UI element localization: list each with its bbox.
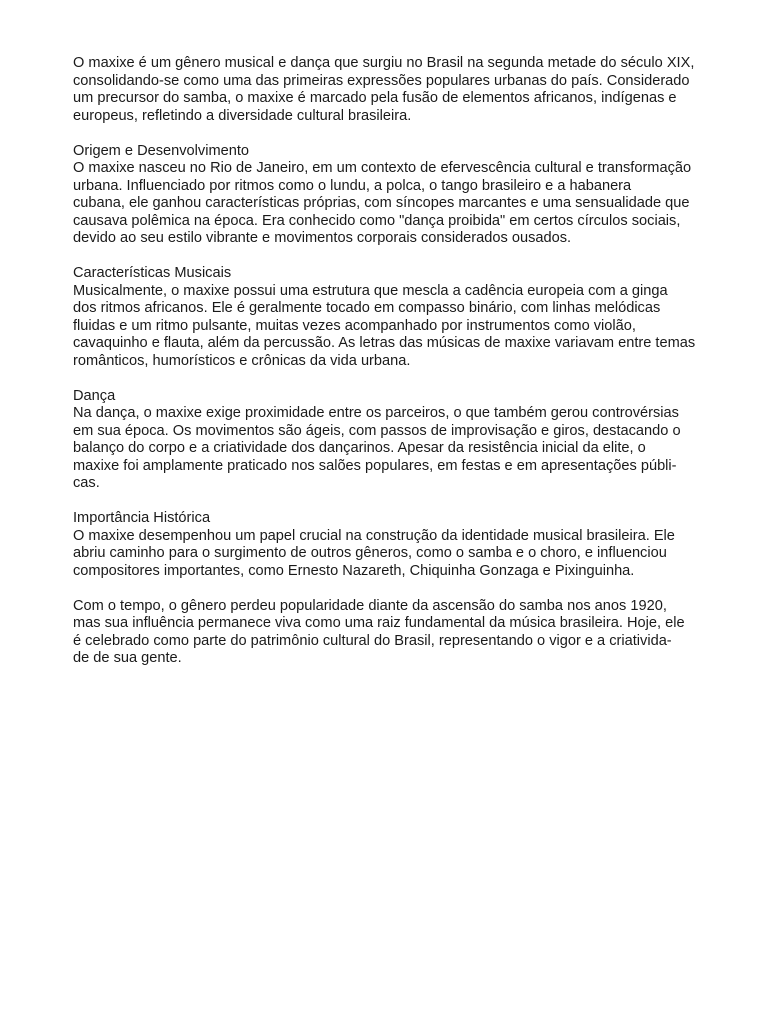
- section-heading: Origem e Desenvolvimento: [73, 142, 250, 159]
- section-origem: [73, 143, 699, 248]
- section-heading: Dança: [73, 387, 116, 404]
- text-line: maxixe foi amplamente praticado nos salões populares, em festas e em apresentações públi-: [73, 457, 677, 474]
- text-line: mas sua influência permanece viva como uma raiz fundamental da música brasileira. Hoje, ele: [73, 615, 685, 631]
- text-line: urbana. Influenciado por ritmos como o lundu, a polca, o tango brasileiro e a habanera: [73, 177, 632, 194]
- text-line: Musicalmente, o maxixe possui uma estrutura que mescla a cadência europeia com a ginga: [73, 282, 668, 299]
- text-line: O maxixe desempenhou um papel crucial na construção da identidade musical brasileira. Ele: [73, 527, 675, 544]
- section-heading: Características Musicais: [73, 265, 232, 281]
- text-line: Na dança, o maxixe exige proximidade entre os parceiros, o que também gerou controvérsias: [73, 405, 679, 421]
- text-line: balanço do corpo e a criatividade dos dançarinos. Apesar da resistência inicial da elite, o: [73, 440, 646, 456]
- section-heading: Importância Histórica: [73, 510, 211, 526]
- text-line: devido ao seu estilo vibrante e movimentos corporais considerados ousados.: [73, 230, 572, 246]
- section-importancia: [73, 510, 699, 580]
- text-line: cavaquinho e flauta, além da percussão. As letras das músicas de maxixe variavam entre temas: [73, 335, 696, 351]
- text-line: Com o tempo, o gênero perdeu popularidade diante da ascensão do samba nos anos 1920,: [73, 597, 667, 614]
- intro-paragraph: [73, 55, 699, 125]
- section-danca: [73, 388, 699, 493]
- text-line: compositores importantes, como Ernesto Nazareth, Chiquinha Gonzaga e Pixinguinha.: [73, 562, 635, 579]
- text-line: consolidando-se como uma das primeiras expressões populares urbanas do país. Considerado: [73, 72, 690, 89]
- text-line: românticos, humorísticos e crônicas da vida urbana.: [73, 352, 411, 369]
- text-line: em sua época. Os movimentos são ágeis, com passos de improvisação e giros, destacando o: [73, 422, 681, 439]
- document-body: [73, 55, 699, 685]
- text-line: cas.: [73, 475, 100, 491]
- text-line: O maxixe é um gênero musical e dança que surgiu no Brasil na segunda metade do século XIX,: [73, 55, 695, 71]
- text-line: é celebrado como parte do patrimônio cultural do Brasil, representando o vigor e a criativida-: [73, 632, 672, 649]
- text-line: cubana, ele ganhou características próprias, com síncopes marcantes e uma sensualidade que: [73, 195, 690, 211]
- text-line: dos ritmos africanos. Ele é geralmente tocado em compasso binário, com linhas melódicas: [73, 300, 661, 316]
- text-line: fluidas e um ritmo pulsante, muitas vezes acompanhado por instrumentos como violão,: [73, 317, 636, 334]
- text-line: abriu caminho para o surgimento de outros gêneros, como o samba e o choro, e influenciou: [73, 545, 667, 561]
- text-line: de de sua gente.: [73, 650, 182, 666]
- closing-paragraph: [73, 598, 699, 668]
- text-line: causava polêmica na época. Era conhecido como "dança proibida" em certos círculos sociais,: [73, 212, 681, 229]
- section-caracteristicas: [73, 265, 699, 370]
- text-line: um precursor do samba, o maxixe é marcado pela fusão de elementos africanos, indígenas e: [73, 90, 677, 106]
- text-line: europeus, refletindo a diversidade cultural brasileira.: [73, 107, 412, 124]
- text-line: O maxixe nasceu no Rio de Janeiro, em um contexto de efervescência cultural e transformação: [73, 160, 692, 176]
